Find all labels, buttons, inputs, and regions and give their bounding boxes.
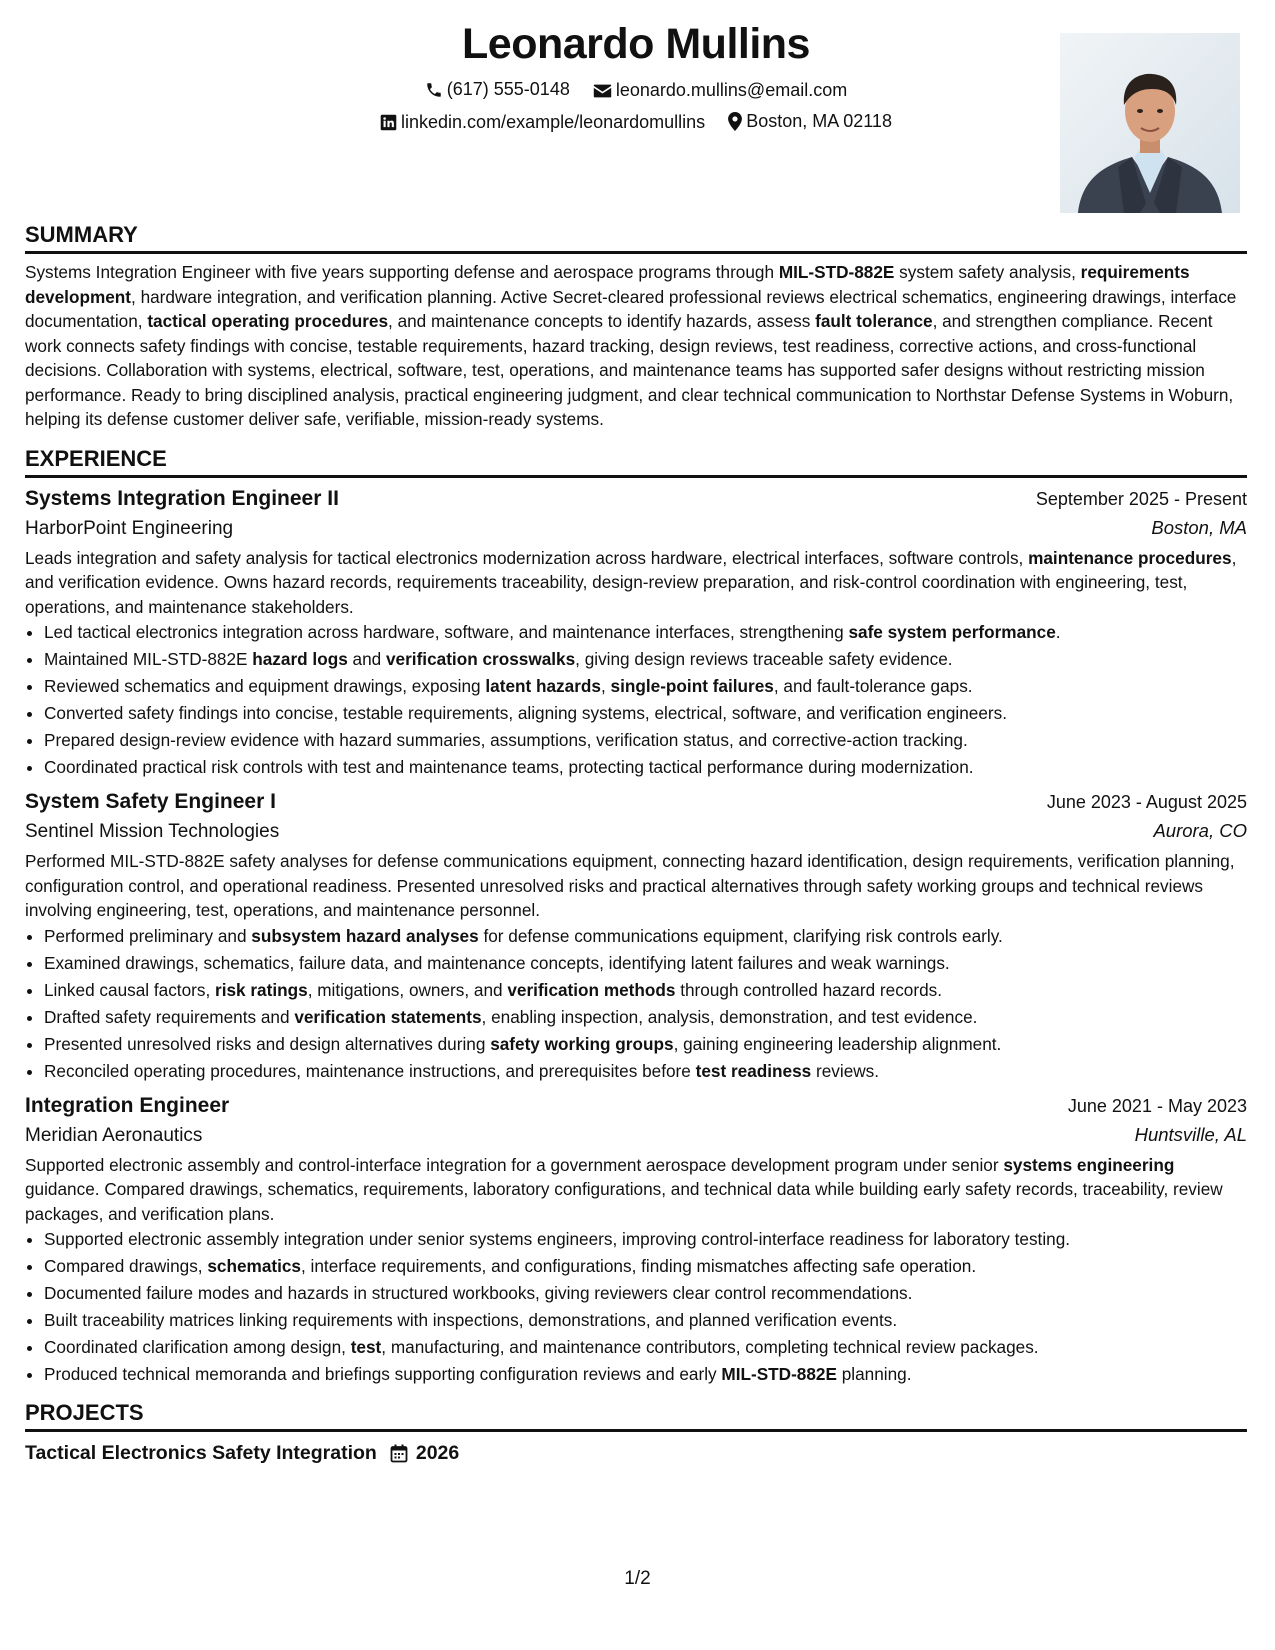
bullet-item: • Reconciled operating procedures, maintenance instructions, and prerequisites before test readiness reviews.: [44, 1058, 1247, 1085]
bullet-item: • Led tactical electronics integration across hardware, software, and maintenance interfaces, strengthening safe system performance.: [44, 619, 1247, 646]
summary-section: [25, 222, 1247, 432]
project-entry: [25, 1442, 1247, 1465]
bullet-item: • Supported electronic assembly integration under senior systems engineers, improving control-interface readiness for laboratory testing.: [44, 1226, 1247, 1253]
bullet-item: • Compared drawings, schematics, interface requirements, and configurations, finding mismatches affecting safe operation.: [44, 1253, 1247, 1280]
job-bullets: [25, 923, 1247, 1085]
job-company: Sentinel Mission Technologies: [25, 821, 280, 842]
bullet-item: • Produced technical memoranda and briefings supporting configuration reviews and early MIL-STD-882E planning.: [44, 1361, 1247, 1388]
linkedin-icon: [380, 114, 397, 131]
linkedin-contact[interactable]: [380, 112, 705, 133]
resume-page: [25, 0, 1247, 1465]
bullet-item: • Converted safety findings into concise, testable requirements, aligning systems, electrical, software, and verification engineers.: [44, 700, 1247, 727]
job-description: Leads integration and safety analysis for tactical electronics modernization across hardware, electrical interfaces, software controls, maintenance procedures, and verification evidence. Owns hazard records, requirements traceability, design-review preparation, and risk-control coordination with engineering, test, operations, and maintenance stakeholders.: [25, 547, 1237, 617]
email-contact[interactable]: [593, 80, 847, 101]
email-text: leonardo.mullins@email.com: [615, 80, 848, 100]
phone-icon: [425, 81, 443, 99]
resume-header: [25, 0, 1247, 222]
projects-heading: PROJECTS: [25, 1400, 1247, 1432]
phone-text: (617) 555-0148: [446, 79, 570, 99]
experience-section: [25, 446, 1247, 1389]
project-year: 2026: [415, 1442, 460, 1464]
location-contact: [728, 111, 892, 132]
job-title: Integration Engineer: [25, 1093, 230, 1117]
bullet-item: • Presented unresolved risks and design alternatives during safety working groups, gaining engineering leadership alignment.: [44, 1031, 1247, 1058]
bullet-item: • Documented failure modes and hazards in structured workbooks, giving reviewers clear control recommendations.: [44, 1280, 1247, 1307]
bullet-item: • Linked causal factors, risk ratings, mitigations, owners, and verification methods through controlled hazard records.: [44, 977, 1247, 1004]
bullet-item: • Reviewed schematics and equipment drawings, exposing latent hazards, single-point failures, and fault-tolerance gaps.: [44, 673, 1247, 700]
bullet-item: • Performed preliminary and subsystem hazard analyses for defense communications equipment, clarifying risk controls early.: [44, 923, 1247, 950]
phone-contact[interactable]: [425, 79, 570, 100]
job-title: Systems Integration Engineer II: [25, 486, 339, 510]
bullet-item: • Prepared design-review evidence with hazard summaries, assumptions, verification status, and corrective-action tracking.: [44, 727, 1247, 754]
bullet-item: • Coordinated clarification among design, test, manufacturing, and maintenance contributors, completing technical review packages.: [44, 1334, 1247, 1361]
job-dates: June 2021 - May 2023: [1067, 1095, 1247, 1116]
job-bullets: [25, 1226, 1247, 1388]
candidate-name: Leonardo Mullins: [462, 20, 810, 68]
bullet-item: • Examined drawings, schematics, failure data, and maintenance concepts, identifying latent failures and weak warnings.: [44, 950, 1247, 977]
job-location: Huntsville, AL: [1134, 1123, 1247, 1145]
job-bullets: [25, 619, 1247, 781]
job-dates: September 2025 - Present: [1035, 488, 1247, 509]
location-text: Boston, MA 02118: [746, 111, 892, 131]
envelope-icon: [593, 83, 612, 99]
projects-section: [25, 1400, 1247, 1465]
profile-photo: [1060, 33, 1240, 213]
map-pin-icon: [728, 112, 742, 131]
job-location: Boston, MA: [1151, 516, 1247, 538]
summary-heading: SUMMARY: [25, 222, 1247, 254]
summary-text: Systems Integration Engineer with five years supporting defense and aerospace programs through MIL-STD-882E system safety analysis, requirements development, hardware integration, and verification planning. Active Secret-cleared professional reviews electrical schematics, engineering drawings, interface documentation, tactical operating procedures, and maintenance concepts to identify hazards, assess fault tolerance, and strengthen compliance. Recent work connects safety findings with concise, testable requirements, hazard tracking, design reviews, test readiness, corrective actions, and cross-functional decisions. Collaboration with systems, electrical, software, test, operations, and maintenance teams has supported safer designs without restricting mission performance. Ready to bring disciplined analysis, practical engineering judgment, and clear technical communication to Northstar Defense Systems in Woburn, helping its defense customer deliver safe, verifiable, mission-ready systems.: [25, 262, 1237, 429]
job-company: HarborPoint Engineering: [25, 517, 234, 539]
bullet-item: • Maintained MIL-STD-882E hazard logs and verification crosswalks, giving design reviews traceable safety evidence.: [44, 646, 1247, 673]
job-entry: [25, 790, 1247, 1085]
job-title: System Safety Engineer I: [25, 790, 276, 813]
calendar-icon: [390, 1444, 408, 1463]
bullet-item: • Drafted safety requirements and verification statements, enabling inspection, analysis, demonstration, and test evidence.: [44, 1004, 1247, 1031]
job-company: Meridian Aeronautics: [25, 1124, 203, 1146]
job-location: Aurora, CO: [1153, 820, 1247, 841]
job-dates: June 2023 - August 2025: [1046, 792, 1247, 812]
page-number: 1/2: [624, 1568, 651, 1589]
job-description: Performed MIL-STD-882E safety analyses for defense communications equipment, connecting hazard identification, design requirements, verification planning, configuration control, and operational readiness. Presented unresolved risks and practical alternatives through safety working groups and technical reviews involving engineering, test, operations, and maintenance personnel.: [25, 851, 1235, 920]
bullet-item: • Built traceability matrices linking requirements with inspections, demonstrations, and planned verification events.: [44, 1307, 1247, 1334]
bullet-item: • Coordinated practical risk controls with test and maintenance teams, protecting tactical performance during modernization.: [44, 754, 1247, 781]
experience-heading: EXPERIENCE: [25, 446, 1247, 478]
linkedin-text: linkedin.com/example/leonardomullins: [401, 112, 706, 132]
job-entry: [25, 1094, 1247, 1389]
project-title: Tactical Electronics Safety Integration: [25, 1442, 377, 1464]
job-entry: [25, 487, 1247, 782]
job-description: Supported electronic assembly and control-interface integration for a government aerospace development program under senior systems engineering guidance. Compared drawings, schematics, requirements, laboratory configurations, and technical data while building early safety records, traceability, review packages, and verification plans.: [25, 1154, 1223, 1224]
